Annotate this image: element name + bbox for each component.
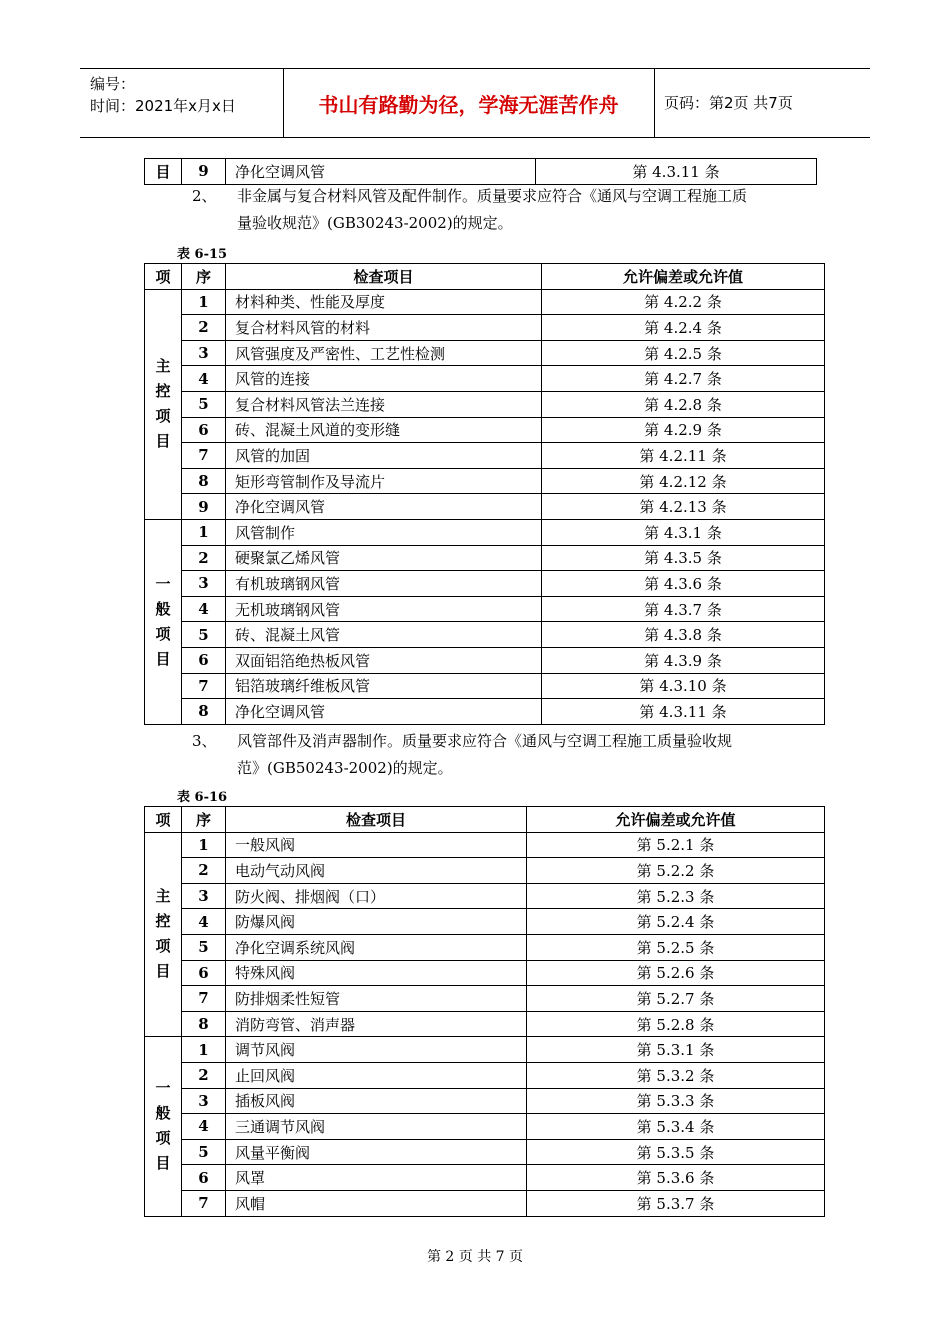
table-row xyxy=(145,545,825,571)
header-divider xyxy=(654,69,655,137)
row-value: 第 4.2.4 条 xyxy=(542,315,825,341)
table-row xyxy=(145,443,825,469)
row-number: 6 xyxy=(182,647,226,673)
row-value: 第 5.3.2 条 xyxy=(527,1062,825,1088)
row-number: 1 xyxy=(182,519,226,545)
group-label-char: 目 xyxy=(155,432,171,451)
row-value: 第 5.2.1 条 xyxy=(527,832,825,858)
row-number: 5 xyxy=(182,622,226,648)
row-item: 矩形弯管制作及导流片 xyxy=(226,468,542,494)
row-item: 三通调节风阀 xyxy=(226,1114,527,1140)
row-item: 消防弯管、消声器 xyxy=(226,1011,527,1037)
group-label-char: 控 xyxy=(155,382,171,401)
col-header-item: 检查项目 xyxy=(226,807,527,833)
row-item: 硬聚氯乙烯风管 xyxy=(226,545,542,571)
group-main-cell xyxy=(145,289,182,519)
row-value: 第 4.2.9 条 xyxy=(542,417,825,443)
row-item: 一般风阀 xyxy=(226,832,527,858)
table-row xyxy=(145,596,825,622)
group-label-char: 主 xyxy=(155,887,171,906)
table-row xyxy=(145,986,825,1012)
row-value: 第 4.3.11 条 xyxy=(536,159,817,185)
table-row xyxy=(145,366,825,392)
col-header-number: 序 xyxy=(182,807,226,833)
row-number: 1 xyxy=(182,289,226,315)
para-2-line1: 非金属与复合材料风管及配件制作。质量要求应符合《通风与空调工程施工质 xyxy=(237,187,748,205)
table-row xyxy=(145,340,825,366)
row-item: 无机玻璃钢风管 xyxy=(226,596,542,622)
row-item: 调节风阀 xyxy=(226,1037,527,1063)
row-value: 第 5.3.1 条 xyxy=(527,1037,825,1063)
table-row xyxy=(145,519,825,545)
row-value: 第 5.3.6 条 xyxy=(527,1165,825,1191)
row-value: 第 4.3.11 条 xyxy=(542,699,825,725)
group-label-char: 项 xyxy=(155,937,171,956)
table-body xyxy=(145,832,825,1216)
row-value: 第 4.2.2 条 xyxy=(542,289,825,315)
header-meta xyxy=(90,73,236,117)
row-number: 2 xyxy=(182,858,226,884)
group-label-char: 目 xyxy=(155,962,171,981)
col-header-group: 项 xyxy=(145,264,182,290)
row-value: 第 4.3.8 条 xyxy=(542,622,825,648)
table-row xyxy=(145,622,825,648)
group-label-char: 般 xyxy=(155,599,171,618)
row-value: 第 5.2.7 条 xyxy=(527,986,825,1012)
row-value: 第 4.2.7 条 xyxy=(542,366,825,392)
para-3-number: 3、 xyxy=(192,732,217,750)
row-item: 复合材料风管的材料 xyxy=(226,315,542,341)
table-row xyxy=(145,1165,825,1191)
row-item: 插板风阀 xyxy=(226,1088,527,1114)
row-item: 特殊风阀 xyxy=(226,960,527,986)
col-header-group: 项 xyxy=(145,807,182,833)
row-number: 1 xyxy=(182,832,226,858)
group-label-char: 一 xyxy=(155,1079,171,1098)
group-general-cell xyxy=(145,1037,182,1216)
row-value: 第 4.3.7 条 xyxy=(542,596,825,622)
row-item: 复合材料风管法兰连接 xyxy=(226,391,542,417)
row-value: 第 4.2.13 条 xyxy=(542,494,825,520)
row-number: 2 xyxy=(182,1062,226,1088)
table-caption-6-15: 表 6-15 xyxy=(177,247,228,262)
para-3-line1: 风管部件及消声器制作。质量要求应符合《通风与空调工程施工质量验收规 xyxy=(237,732,733,750)
row-number: 3 xyxy=(182,340,226,366)
group-label-char: 项 xyxy=(155,407,171,426)
row-value: 第 4.2.12 条 xyxy=(542,468,825,494)
table-row xyxy=(145,909,825,935)
row-item: 铝箔玻璃纤维板风管 xyxy=(226,673,542,699)
group-label-char: 一 xyxy=(155,574,171,593)
table-row xyxy=(145,1139,825,1165)
table-row xyxy=(145,571,825,597)
group-label-char: 项 xyxy=(155,624,171,643)
continued-table xyxy=(144,158,817,185)
row-item: 风管强度及严密性、工艺性检测 xyxy=(226,340,542,366)
row-value: 第 5.3.4 条 xyxy=(527,1114,825,1140)
table-row xyxy=(145,832,825,858)
table-row xyxy=(145,1011,825,1037)
row-number: 7 xyxy=(182,673,226,699)
col-header-value: 允许偏差或允许值 xyxy=(527,807,825,833)
group-label-char: 目 xyxy=(155,1154,171,1173)
table-body xyxy=(145,289,825,724)
row-item: 净化空调风管 xyxy=(226,699,542,725)
table-row xyxy=(145,673,825,699)
row-number: 4 xyxy=(182,596,226,622)
row-item: 有机玻璃钢风管 xyxy=(226,571,542,597)
row-number: 3 xyxy=(182,883,226,909)
row-value: 第 5.3.5 条 xyxy=(527,1139,825,1165)
row-number: 6 xyxy=(182,960,226,986)
row-item: 风罩 xyxy=(226,1165,527,1191)
row-number: 7 xyxy=(182,443,226,469)
table-row xyxy=(145,315,825,341)
row-number: 5 xyxy=(182,934,226,960)
table-caption-6-16: 表 6-16 xyxy=(177,790,228,805)
row-item: 防火阀、排烟阀（口） xyxy=(226,883,527,909)
row-value: 第 5.3.3 条 xyxy=(527,1088,825,1114)
row-item: 双面铝箔绝热板风管 xyxy=(226,647,542,673)
row-item: 净化空调风管 xyxy=(226,494,542,520)
para-3-line2: 范》(GB50243-2002)的规定。 xyxy=(237,759,453,777)
table-row xyxy=(145,494,825,520)
row-number: 6 xyxy=(182,1165,226,1191)
row-number: 2 xyxy=(182,545,226,571)
table-header-row xyxy=(145,264,825,290)
group-label-char: 般 xyxy=(155,1104,171,1123)
row-value: 第 5.2.6 条 xyxy=(527,960,825,986)
table-row xyxy=(145,1037,825,1063)
row-item: 净化空调系统风阀 xyxy=(226,934,527,960)
row-number: 2 xyxy=(182,315,226,341)
col-header-number: 序 xyxy=(182,264,226,290)
table-row xyxy=(145,647,825,673)
table-row xyxy=(145,934,825,960)
para-2-number: 2、 xyxy=(192,187,217,205)
row-number: 6 xyxy=(182,417,226,443)
group-label-char: 目 xyxy=(155,649,171,668)
row-number: 7 xyxy=(182,986,226,1012)
group-general-cell xyxy=(145,519,182,724)
table-row xyxy=(145,1062,825,1088)
row-number: 4 xyxy=(182,909,226,935)
table-row xyxy=(145,159,817,185)
row-value: 第 5.2.8 条 xyxy=(527,1011,825,1037)
row-number: 4 xyxy=(182,366,226,392)
table-row xyxy=(145,960,825,986)
row-value: 第 4.2.5 条 xyxy=(542,340,825,366)
row-value: 第 5.2.2 条 xyxy=(527,858,825,884)
row-value: 第 4.3.1 条 xyxy=(542,519,825,545)
row-item: 防爆风阀 xyxy=(226,909,527,935)
row-number: 9 xyxy=(182,494,226,520)
row-value: 第 4.3.6 条 xyxy=(542,571,825,597)
row-item: 砖、混凝土风管 xyxy=(226,622,542,648)
row-item: 风管的连接 xyxy=(226,366,542,392)
row-value: 第 4.3.5 条 xyxy=(542,545,825,571)
table-header-row xyxy=(145,807,825,833)
row-value: 第 4.3.10 条 xyxy=(542,673,825,699)
row-number: 8 xyxy=(182,468,226,494)
row-value: 第 5.2.5 条 xyxy=(527,934,825,960)
group-label-char: 控 xyxy=(155,912,171,931)
table-row xyxy=(145,1114,825,1140)
col-header-item: 检查项目 xyxy=(226,264,542,290)
group-main-cell xyxy=(145,832,182,1037)
page-header xyxy=(80,68,870,138)
table-row xyxy=(145,468,825,494)
page-footer: 第 2 页 共 7 页 xyxy=(426,1249,524,1265)
row-value: 第 5.2.4 条 xyxy=(527,909,825,935)
row-item: 风管制作 xyxy=(226,519,542,545)
row-number: 8 xyxy=(182,699,226,725)
header-motto: 书山有路勤为径，学海无涯苦作舟 xyxy=(318,92,619,117)
table-row xyxy=(145,1190,825,1216)
row-value: 第 5.2.3 条 xyxy=(527,883,825,909)
table-row xyxy=(145,289,825,315)
row-value: 第 4.3.9 条 xyxy=(542,647,825,673)
para-2-line2: 量验收规范》(GB30243-2002)的规定。 xyxy=(237,214,513,232)
row-value: 第 4.2.8 条 xyxy=(542,391,825,417)
row-item: 风管的加固 xyxy=(226,443,542,469)
row-number: 1 xyxy=(182,1037,226,1063)
row-item: 风帽 xyxy=(226,1190,527,1216)
row-value: 第 4.2.11 条 xyxy=(542,443,825,469)
row-number: 7 xyxy=(182,1190,226,1216)
header-page-info: 页码：第2页 共7页 xyxy=(664,94,793,112)
row-item: 材料种类、性能及厚度 xyxy=(226,289,542,315)
group-label-char: 主 xyxy=(155,357,171,376)
row-number: 3 xyxy=(182,571,226,597)
row-number: 3 xyxy=(182,1088,226,1114)
table-row xyxy=(145,391,825,417)
row-number: 5 xyxy=(182,391,226,417)
group-cell: 目 xyxy=(145,159,182,185)
table-row xyxy=(145,417,825,443)
row-number: 9 xyxy=(182,159,226,185)
row-item: 电动气动风阀 xyxy=(226,858,527,884)
row-item: 净化空调风管 xyxy=(226,159,536,185)
table-row xyxy=(145,699,825,725)
table-6-16 xyxy=(144,806,825,1217)
row-item: 防排烟柔性短管 xyxy=(226,986,527,1012)
header-time-label: 时间：2021年x月x日 xyxy=(90,97,236,115)
col-header-value: 允许偏差或允许值 xyxy=(542,264,825,290)
table-row xyxy=(145,883,825,909)
row-number: 8 xyxy=(182,1011,226,1037)
header-number-label: 编号： xyxy=(90,75,136,93)
row-item: 止回风阀 xyxy=(226,1062,527,1088)
group-label-char: 项 xyxy=(155,1129,171,1148)
row-value: 第 5.3.7 条 xyxy=(527,1190,825,1216)
row-number: 5 xyxy=(182,1139,226,1165)
row-item: 砖、混凝土风道的变形缝 xyxy=(226,417,542,443)
table-row xyxy=(145,858,825,884)
row-item: 风量平衡阀 xyxy=(226,1139,527,1165)
row-number: 4 xyxy=(182,1114,226,1140)
table-6-15 xyxy=(144,263,825,725)
table-row xyxy=(145,1088,825,1114)
